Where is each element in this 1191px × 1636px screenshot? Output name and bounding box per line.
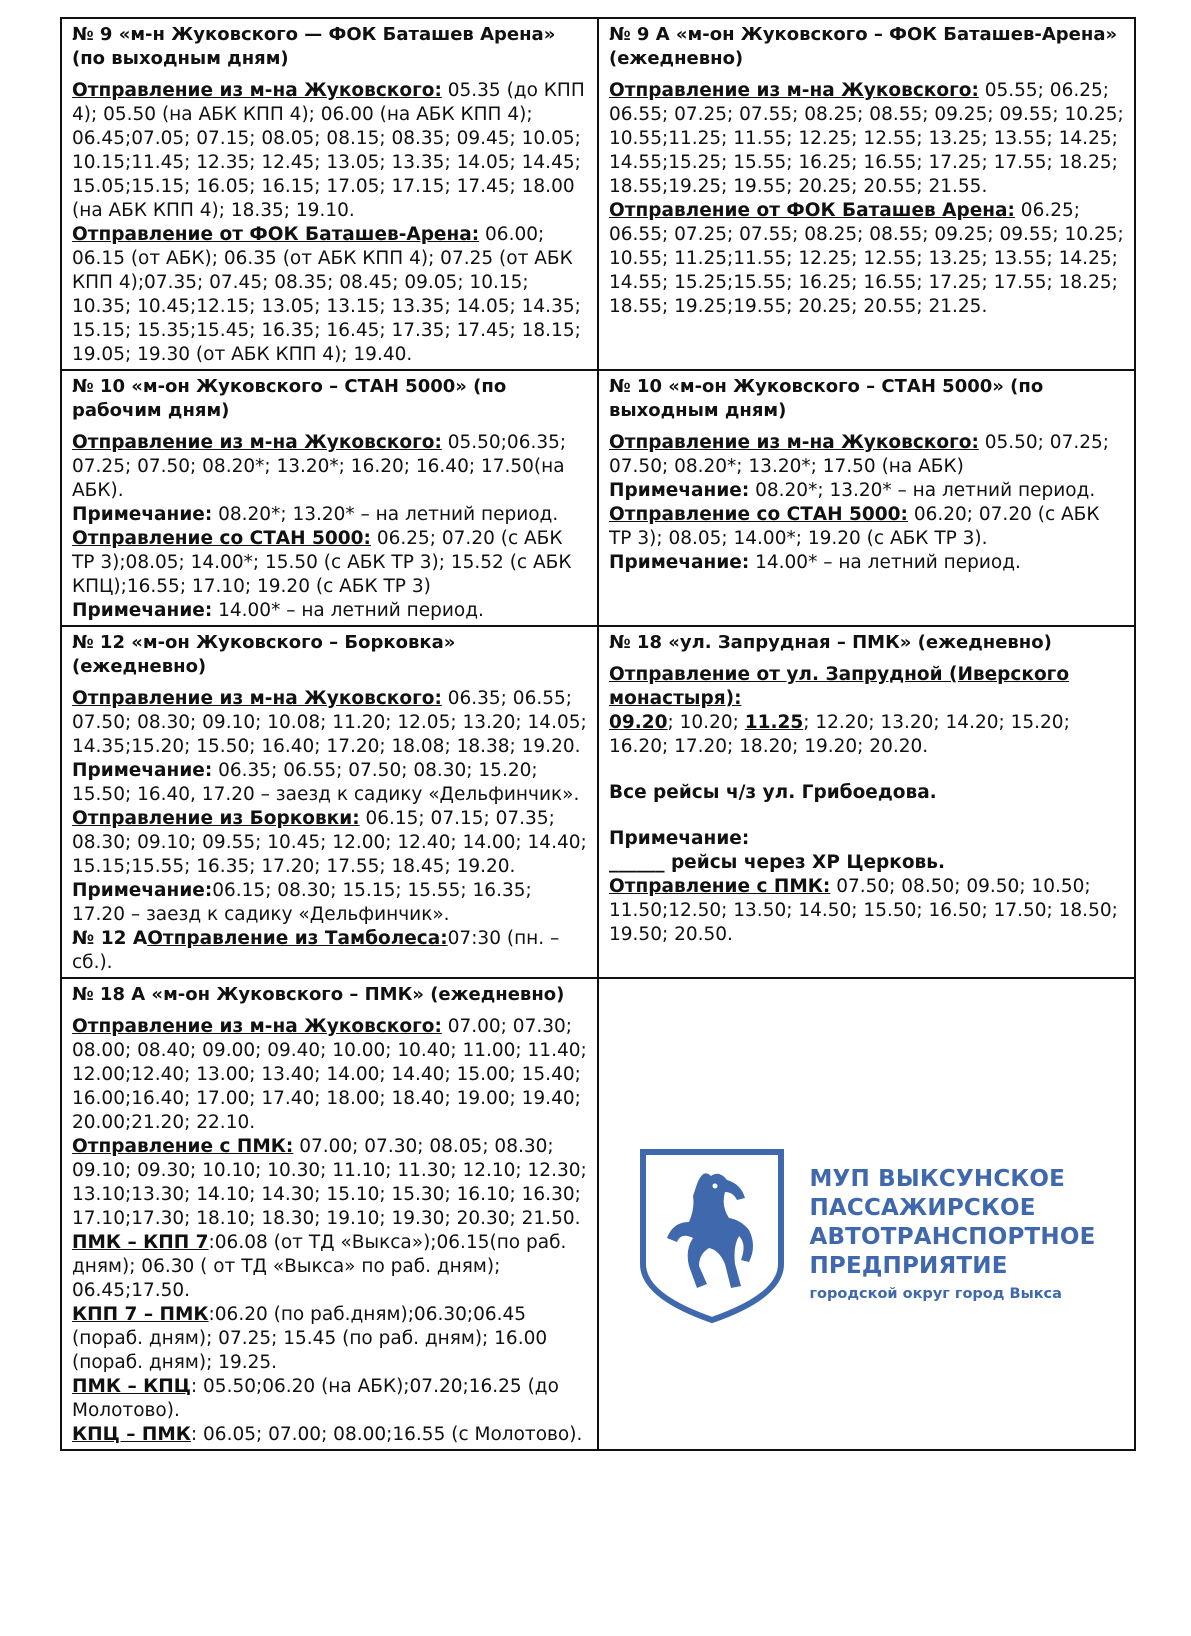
departure-label: Отправление от ФОК Баташев-Арена: — [72, 224, 480, 245]
extra-route-label: КПП 7 – ПМК — [72, 1304, 209, 1325]
logo-line: АВТОТРАНСПОРТНОЕ — [809, 1224, 1096, 1250]
note-text: 06.15; 08.30; 15.15; 15.55; 16.35; 17.20 – заезд к садику «Дельфинчик». — [72, 880, 532, 925]
note-text: 14.00* – на летний период. — [749, 552, 1021, 573]
departure-times: 06.35; 06.55; 07.50; 08.30; 09.10; 10.08; 11.20; 12.05; 13.20; 14.05; 14.35;15.20; 15.50; 16.40; 17.20; 18.08; 18.38; 19.20. — [72, 688, 587, 757]
note-text: 08.20*; 13.20* – на летний период. — [212, 504, 559, 525]
table-row — [61, 978, 1135, 1450]
route-9-cell — [61, 18, 598, 370]
route-10-weekend-cell — [598, 370, 1135, 626]
departure-paragraph — [72, 807, 587, 879]
departure-times: 05.50;06.35; 07.25; 07.50; 08.20*; 13.20*; 16.20; 16.40; 17.50(на АБК). — [72, 432, 567, 501]
route-title: № 18 «ул. Запрудная – ПМК» (ежедневно) — [609, 632, 1052, 653]
departure-paragraph — [72, 431, 587, 503]
route-12a-paragraph — [72, 927, 587, 975]
departure-label: Отправление из Борковки: — [72, 808, 360, 829]
departure-label: Отправление со СТАН 5000: — [72, 528, 371, 549]
departure-times: ; 12.20; 13.20; 14.20; 15.20; 16.20; 17.20; 18.20; 19.20; 20.20. — [609, 712, 1070, 757]
route-18-cell — [598, 626, 1135, 978]
schedule-table — [60, 17, 1136, 1451]
note-label: Примечание: — [72, 504, 213, 525]
departure-times: ; 10.20; — [667, 712, 745, 733]
departure-paragraph — [72, 527, 587, 599]
note-text: рейсы через ХР Церковь. — [664, 852, 945, 873]
table-row — [61, 626, 1135, 978]
departure-paragraph — [609, 199, 1124, 319]
note-paragraph — [72, 599, 587, 623]
note-paragraph — [72, 759, 587, 807]
departure-times: 07:30 (пн. – сб.). — [72, 928, 560, 973]
departure-label: Отправление от ул. Запрудной (Иверского монастыря): — [609, 664, 1070, 709]
departure-times: :06.20 (по раб.дням);06.30;06.45 (пораб. дням); 07.25; 15.45 (по раб. дням); 16.00 (пораб. дням); 19.25. — [72, 1304, 548, 1373]
note-blank: ______ — [609, 852, 665, 873]
extra-route-label: ПМК – КПП 7 — [72, 1232, 209, 1253]
route-title: № 9 «м-н Жуковского — ФОК Баташев Арена» (по выходным дням) — [72, 24, 556, 69]
note-paragraph — [72, 503, 587, 527]
departure-times: 07.00; 07.30; 08.05; 08.30; 09.10; 09.30; 10.10; 10.30; 11.10; 11.30; 12.10; 12.30; 13.10;13.30; 14.10; 14.30; 15.10; 15.30; 16.10; 16.30; 17.10;17.30; 18.10; 18.30; 19.10; 19.30; 20.30; 21.50. — [72, 1136, 587, 1229]
departure-times: 07.00; 07.30; 08.00; 08.40; 09.00; 09.40; 10.00; 10.40; 11.00; 11.40; 12.00;12.40; 13.00; 13.40; 14.00; 14.40; 15.00; 15.40; 16.00;16.40; 17.00; 17.40; 18.00; 18.40; 19.00; 19.40; 20.00;21.20; 22.10. — [72, 1016, 587, 1133]
departure-paragraph — [72, 79, 587, 223]
note-text: 14.00* – на летний период. — [212, 600, 484, 621]
departure-paragraph — [72, 223, 587, 367]
company-logo — [609, 1106, 1124, 1324]
note-paragraph — [72, 879, 587, 927]
departure-times: 06.20; 07.20 (с АБК ТР 3); 08.05; 14.00*; 19.20 (с АБК ТР 3). — [609, 504, 1100, 549]
departure-paragraph — [72, 1015, 587, 1135]
departure-times: 07.50; 08.50; 09.50; 10.50; 11.50;12.50; 13.50; 14.50; 15.50; 16.50; 17.50; 18.50; 19.50; 20.50. — [609, 876, 1118, 945]
note-label: Примечание: — [72, 760, 213, 781]
departure-times-paragraph — [609, 711, 1124, 759]
departure-paragraph — [609, 875, 1124, 947]
departure-label: Отправление с ПМК: — [609, 876, 831, 897]
departure-times: : 06.05; 07.00; 08.00;16.55 (с Молотово). — [190, 1424, 583, 1445]
route-9a-cell — [598, 18, 1135, 370]
horse-emblem-icon — [637, 1146, 787, 1324]
departure-label: Отправление из м-на Жуковского: — [609, 80, 979, 101]
departure-times: 06.25; 07.20 (с АБК ТР 3);08.05; 14.00*; 15.50 (с АБК ТР 3); 15.52 (с АБК КПЦ);16.55; 17.10; 19.20 (с АБК ТР 3) — [72, 528, 572, 597]
note-paragraph — [609, 851, 1124, 875]
departure-times: 05.50; 07.25; 07.50; 08.20*; 13.20*; 17.50 (на АБК) — [609, 432, 1109, 477]
departure-paragraph — [609, 79, 1124, 199]
departure-label: Отправление с ПМК: — [72, 1136, 294, 1157]
extra-route-label: КПЦ – ПМК — [72, 1424, 191, 1445]
route-18a-cell — [61, 978, 598, 1450]
departure-times: 05.55; 06.25; 06.55; 07.25; 07.55; 08.25; 08.55; 09.25; 09.55; 10.25; 10.55;11.25; 11.55; 12.25; 12.55; 13.25; 13.55; 14.25; 14.55;15.25; 15.55; 16.25; 16.55; 17.25; 17.55; 18.25; 18.55;19.25; 19.55; 20.25; 20.55; 21.55. — [609, 80, 1124, 197]
departure-times: 06.15; 07.15; 07.35; 08.30; 09.10; 09.55; 10.45; 12.00; 12.40; 14.00; 14.40; 15.15;15.55; 16.35; 17.20; 17.55; 18.45; 19.20. — [72, 808, 587, 877]
table-row — [61, 370, 1135, 626]
extra-route-label: ПМК – КПЦ — [72, 1376, 191, 1397]
route-10-weekday-cell — [61, 370, 598, 626]
departure-times: :06.08 (от ТД «Выкса»);06.15(по раб. дням); 06.30 ( от ТД «Выкса» по раб. дням); 06.45;17.50. — [72, 1232, 567, 1301]
note-label: Примечание: — [609, 828, 750, 849]
departure-label: Отправление из м-на Жуковского: — [72, 1016, 442, 1037]
table-row — [61, 18, 1135, 370]
departure-label: Отправление из м-на Жуковского: — [609, 432, 979, 453]
note-label: Примечание: — [609, 552, 750, 573]
highlighted-time: 09.20 — [609, 712, 668, 733]
note-text: 06.35; 06.55; 07.50; 08.30; 15.20; 15.50; 16.40, 17.20 – заезд к садику «Дельфинчик». — [72, 760, 580, 805]
route-title: № 18 А «м-он Жуковского – ПМК» (ежедневно) — [72, 984, 565, 1005]
departure-label: Отправление из м-на Жуковского: — [72, 432, 442, 453]
logo-line: МУП ВЫКСУНСКОЕ — [809, 1166, 1066, 1192]
departure-label: Отправление из Тамболеса: — [147, 928, 448, 949]
route-title: № 10 «м-он Жуковского – СТАН 5000» (по рабочим дням) — [72, 376, 507, 421]
note-label: Примечание: — [72, 880, 213, 901]
extra-route-paragraph — [72, 1231, 587, 1303]
extra-route-paragraph — [72, 1423, 587, 1447]
extra-route-paragraph — [72, 1375, 587, 1423]
departure-label: Отправление от ФОК Баташев Арена: — [609, 200, 1015, 221]
departure-paragraph — [72, 1135, 587, 1231]
logo-cell — [598, 978, 1135, 1450]
note-text: 08.20*; 13.20* – на летний период. — [749, 480, 1096, 501]
route-title: № 9 А «м-он Жуковского – ФОК Баташев-Арена» (ежедневно) — [609, 24, 1118, 69]
route-12a-prefix: № 12 А — [72, 928, 148, 949]
note-label: Примечание: — [609, 480, 750, 501]
note-label: Примечание: — [72, 600, 213, 621]
departure-label: Отправление из м-на Жуковского: — [72, 80, 442, 101]
departure-label: Отправление из м-на Жуковского: — [72, 688, 442, 709]
route-12-cell — [61, 626, 598, 978]
departure-paragraph — [609, 663, 1124, 711]
logo-subtitle: городской округ город Выкса — [809, 1286, 1062, 1302]
departure-paragraph — [609, 431, 1124, 479]
departure-times: 06.25; 06.55; 07.25; 07.55; 08.25; 08.55; 09.25; 09.55; 10.25; 10.55; 11.25;11.55; 12.25; 12.55; 13.25; 13.55; 14.25; 14.55; 15.25;15.55; 16.25; 16.55; 17.25; 17.55; 18.25; 18.55; 19.25;19.55; 20.25; 20.55; 21.25. — [609, 200, 1124, 317]
logo-line: ПАССАЖИРСКОЕ — [809, 1195, 1036, 1221]
logo-text — [809, 1165, 1095, 1305]
departure-times: 05.35 (до КПП 4); 05.50 (на АБК КПП 4); 06.00 (на АБК КПП 4); 06.45;07.05; 07.15; 08.05; 08.15; 08.35; 09.45; 10.05; 10.15;11.45; 12.35; 12.45; 13.05; 13.35; 14.05; 14.45; 15.05;15.15; 16.05; 16.15; 17.05; 17.15; 17.45; 18.00 (на АБК КПП 4); 18.35; 19.10. — [72, 80, 585, 221]
via-note: Все рейсы ч/з ул. Грибоедова. — [609, 782, 937, 803]
extra-route-paragraph — [72, 1303, 587, 1375]
departure-paragraph — [609, 503, 1124, 551]
logo-line: ПРЕДПРИЯТИЕ — [809, 1253, 1008, 1279]
highlighted-time: 11.25 — [744, 712, 804, 733]
departure-label: Отправление со СТАН 5000: — [609, 504, 908, 525]
route-title: № 12 «м-он Жуковского – Борковка» (ежедневно) — [72, 632, 456, 677]
departure-times: 06.00; 06.15 (от АБК); 06.35 (от АБК КПП 4); 07.25 (от АБК КПП 4);07.35; 07.45; 08.35; 08.45; 09.05; 10.15; 10.35; 10.45;12.15; 13.05; 13.15; 13.35; 14.05; 14.35; 15.15; 15.35;15.45; 16.35; 16.45; 17.35; 17.45; 18.15; 19.05; 19.30 (от АБК КПП 4); 19.40. — [72, 224, 581, 365]
departure-times: : 05.50;06.20 (на АБК);07.20;16.25 (до Молотово). — [72, 1376, 559, 1421]
note-paragraph — [609, 479, 1124, 503]
departure-paragraph — [72, 687, 587, 759]
note-paragraph — [609, 551, 1124, 575]
route-title: № 10 «м-он Жуковского – СТАН 5000» (по выходным дням) — [609, 376, 1044, 421]
